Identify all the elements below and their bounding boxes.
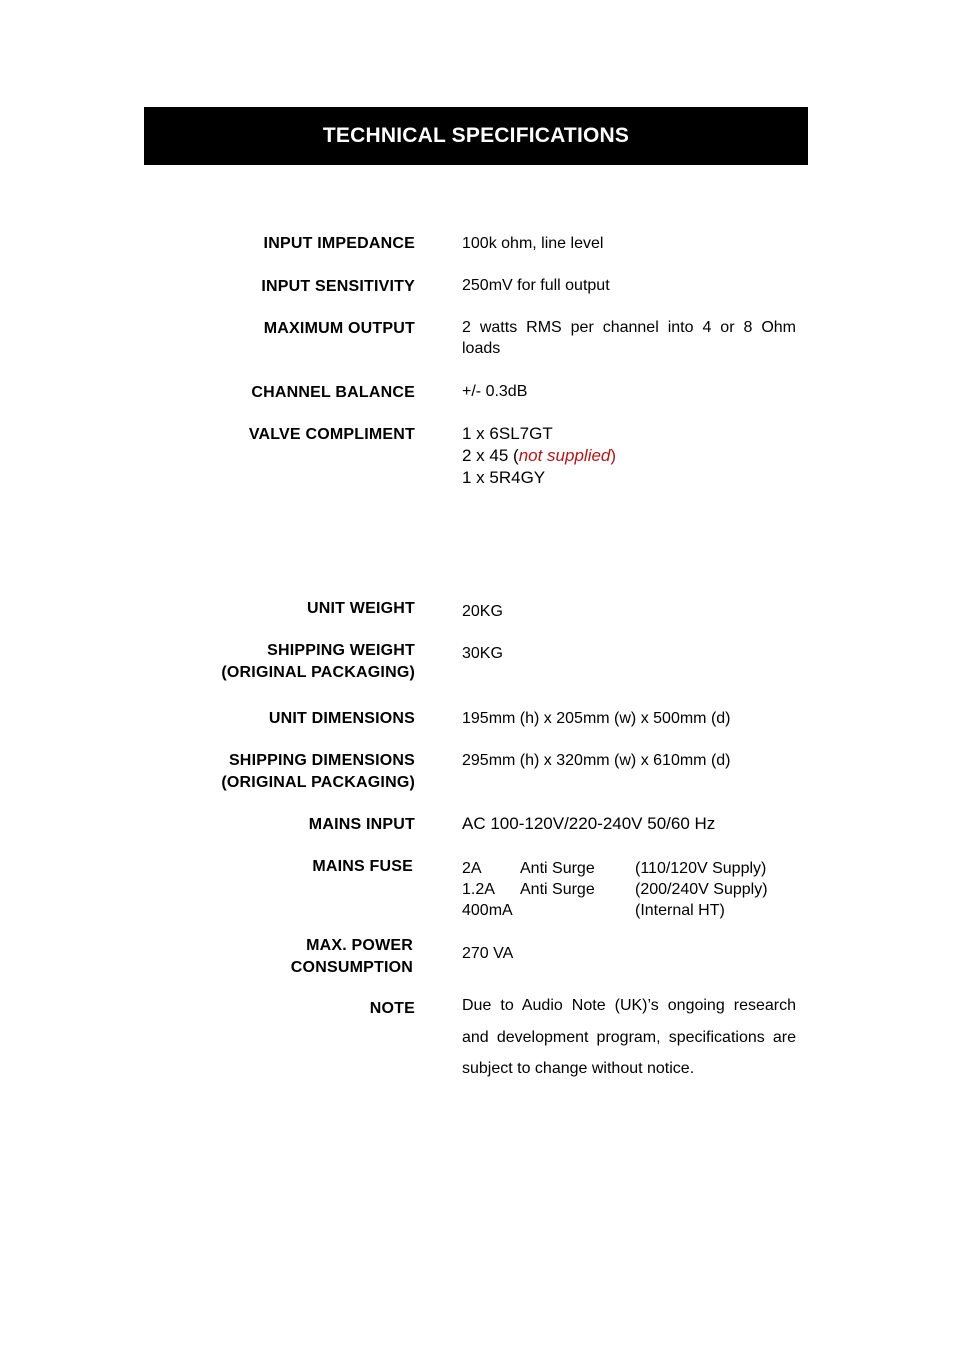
shipping-weight-label-line1: SHIPPING WEIGHT <box>267 642 415 659</box>
fuse-rating: 2A <box>462 860 482 877</box>
valve-line-2-suffix: ) <box>610 446 617 465</box>
page-title: TECHNICAL SPECIFICATIONS <box>322 124 630 147</box>
mains-fuse-table <box>462 858 796 921</box>
fuse-row <box>462 858 796 879</box>
unit-dimensions-label: UNIT DIMENSIONS <box>268 710 415 727</box>
note-value: Due to Audio Note (UK)’s ongoing research and development program, specifications are subject to change without notice. <box>462 997 796 1077</box>
shipping-dimensions-label <box>221 750 415 794</box>
valve-compliment-value <box>462 423 796 489</box>
channel-balance-value: +/- 0.3dB <box>462 383 528 400</box>
valve-line-2-prefix: 2 x 45 ( <box>462 446 519 465</box>
not-supplied-note: not supplied <box>518 446 611 465</box>
fuse-rating: 400mA <box>462 902 513 919</box>
valve-compliment-label: VALVE COMPLIMENT <box>248 426 415 443</box>
max-power-label-line1: MAX. POWER <box>306 937 413 954</box>
fuse-supply: (200/240V Supply) <box>635 881 768 898</box>
maximum-output-label: MAXIMUM OUTPUT <box>263 320 415 337</box>
max-power-label-line2: CONSUMPTION <box>290 959 413 976</box>
fuse-row <box>462 900 796 921</box>
fuse-type: Anti Surge <box>520 881 595 898</box>
mains-fuse-label: MAINS FUSE <box>312 858 413 875</box>
fuse-supply: (Internal HT) <box>635 902 725 919</box>
fuse-type: Anti Surge <box>520 860 595 877</box>
shipping-dimensions-value: 295mm (h) x 320mm (w) x 610mm (d) <box>462 752 731 769</box>
input-sensitivity-value: 250mV for full output <box>462 277 610 294</box>
input-sensitivity-label: INPUT SENSITIVITY <box>261 278 415 295</box>
mains-input-value: AC 100-120V/220-240V 50/60 Hz <box>462 814 716 833</box>
max-power-label <box>291 935 413 979</box>
unit-dimensions-value: 195mm (h) x 205mm (w) x 500mm (d) <box>462 710 731 727</box>
unit-weight-value: 20KG <box>462 603 503 620</box>
unit-weight-label: UNIT WEIGHT <box>307 600 415 617</box>
mains-input-label: MAINS INPUT <box>308 816 415 833</box>
input-impedance-label: INPUT IMPEDANCE <box>263 235 415 252</box>
shipping-dimensions-label-line1: SHIPPING DIMENSIONS <box>228 752 415 769</box>
fuse-supply: (110/120V Supply) <box>635 860 767 877</box>
channel-balance-label: CHANNEL BALANCE <box>251 384 415 401</box>
fuse-rating: 1.2A <box>462 881 495 898</box>
shipping-weight-label <box>221 640 415 684</box>
valve-line-1: 1 x 6SL7GT <box>462 424 553 443</box>
fuse-row <box>462 879 796 900</box>
valve-line-2 <box>462 445 796 467</box>
valve-line-3: 1 x 5R4GY <box>462 468 546 487</box>
shipping-weight-label-line2: (ORIGINAL PACKAGING) <box>221 664 415 681</box>
maximum-output-value: 2 watts RMS per channel into 4 or 8 Ohm loads <box>462 319 796 357</box>
note-label: NOTE <box>369 1000 415 1017</box>
fuse-type <box>520 900 635 921</box>
shipping-weight-value: 30KG <box>462 645 503 662</box>
shipping-dimensions-label-line2: (ORIGINAL PACKAGING) <box>221 774 415 791</box>
max-power-value: 270 VA <box>462 945 514 962</box>
title-banner <box>144 107 808 165</box>
input-impedance-value: 100k ohm, line level <box>462 235 604 252</box>
